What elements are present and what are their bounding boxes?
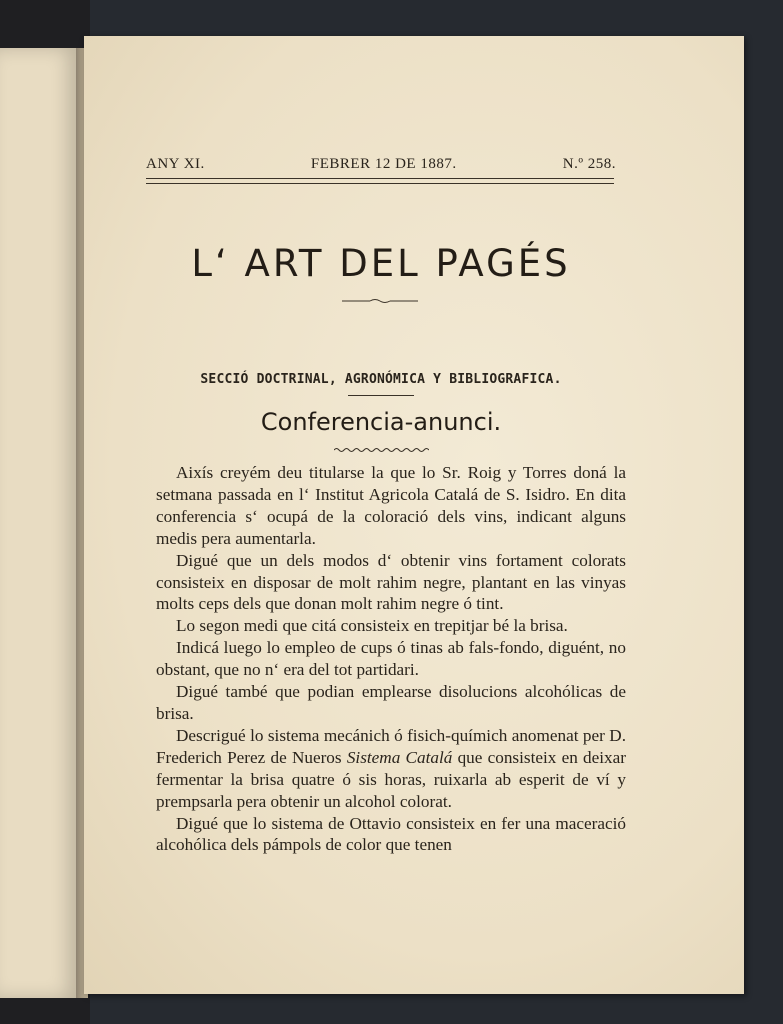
paragraph: Lo segon medi que citá consisteix en trepitjar bé la brisa. [176,616,568,636]
issue-header [146,156,616,173]
article-body [156,462,626,856]
masthead-ornament [342,298,418,304]
article-title: Conferencia-anunci. [260,408,502,436]
paragraph-text: Descrigué lo sistema mecánich ó fisich-químich anomenat per D. Frederich Perez de Nueros [156,725,626,767]
paragraph [156,725,626,813]
header-rule [146,178,614,184]
paragraph: Digué que lo sistema de Ottavio consisteix en fer una maceració alcohólica dels pámpols de color que tenen [156,813,626,855]
paragraph-text: que consisteix en deixar fermentar la brisa quatre ó sis horas, ruixarla ab esperit de ví y prempsarla pera obtenir un alcohol colorat. [156,747,626,811]
journal-masthead: L‘ ART DEL PAGÉS [191,242,571,285]
paragraph: Aixís creyém deu titularse la que lo Sr. Roig y Torres doná la setmana passada en l‘ Institut Agricola Catalá de S. Isidro. En dita conferencia s‘ ocupá de la coloració dels vins, indicant alguns medis pera aumentarla. [156,463,626,548]
paragraph: Digué que un dels modos d‘ obtenir vins fortament colorats consisteix en disposar de molt rahim negre, plantant en las vinyas molts ceps dels que donan molt rahim negre ó tint. [156,550,626,614]
section-heading: SECCIÓ DOCTRINAL, AGRONÓMICA Y BIBLIOGRAFICA. [200,372,562,387]
issue-number: N.º 258. [562,156,616,172]
issue-year: ANY XI. [146,156,205,172]
issue-date: FEBRER 12 DE 1887. [310,156,457,172]
journal-page [84,36,744,994]
left-page-edge [0,48,80,998]
italic-term: Sistema Catalá [346,747,453,767]
paragraph: Indicá luego lo empleo de cups ó tinas ab fals-fondo, diguént, no obstant, que no n‘ era del tot partidari. [156,638,626,680]
paragraph: Digué també que podian emplearse disolucions alcohólicas de brisa. [156,682,626,723]
section-rule [348,395,414,396]
title-wavy-rule [334,446,429,454]
